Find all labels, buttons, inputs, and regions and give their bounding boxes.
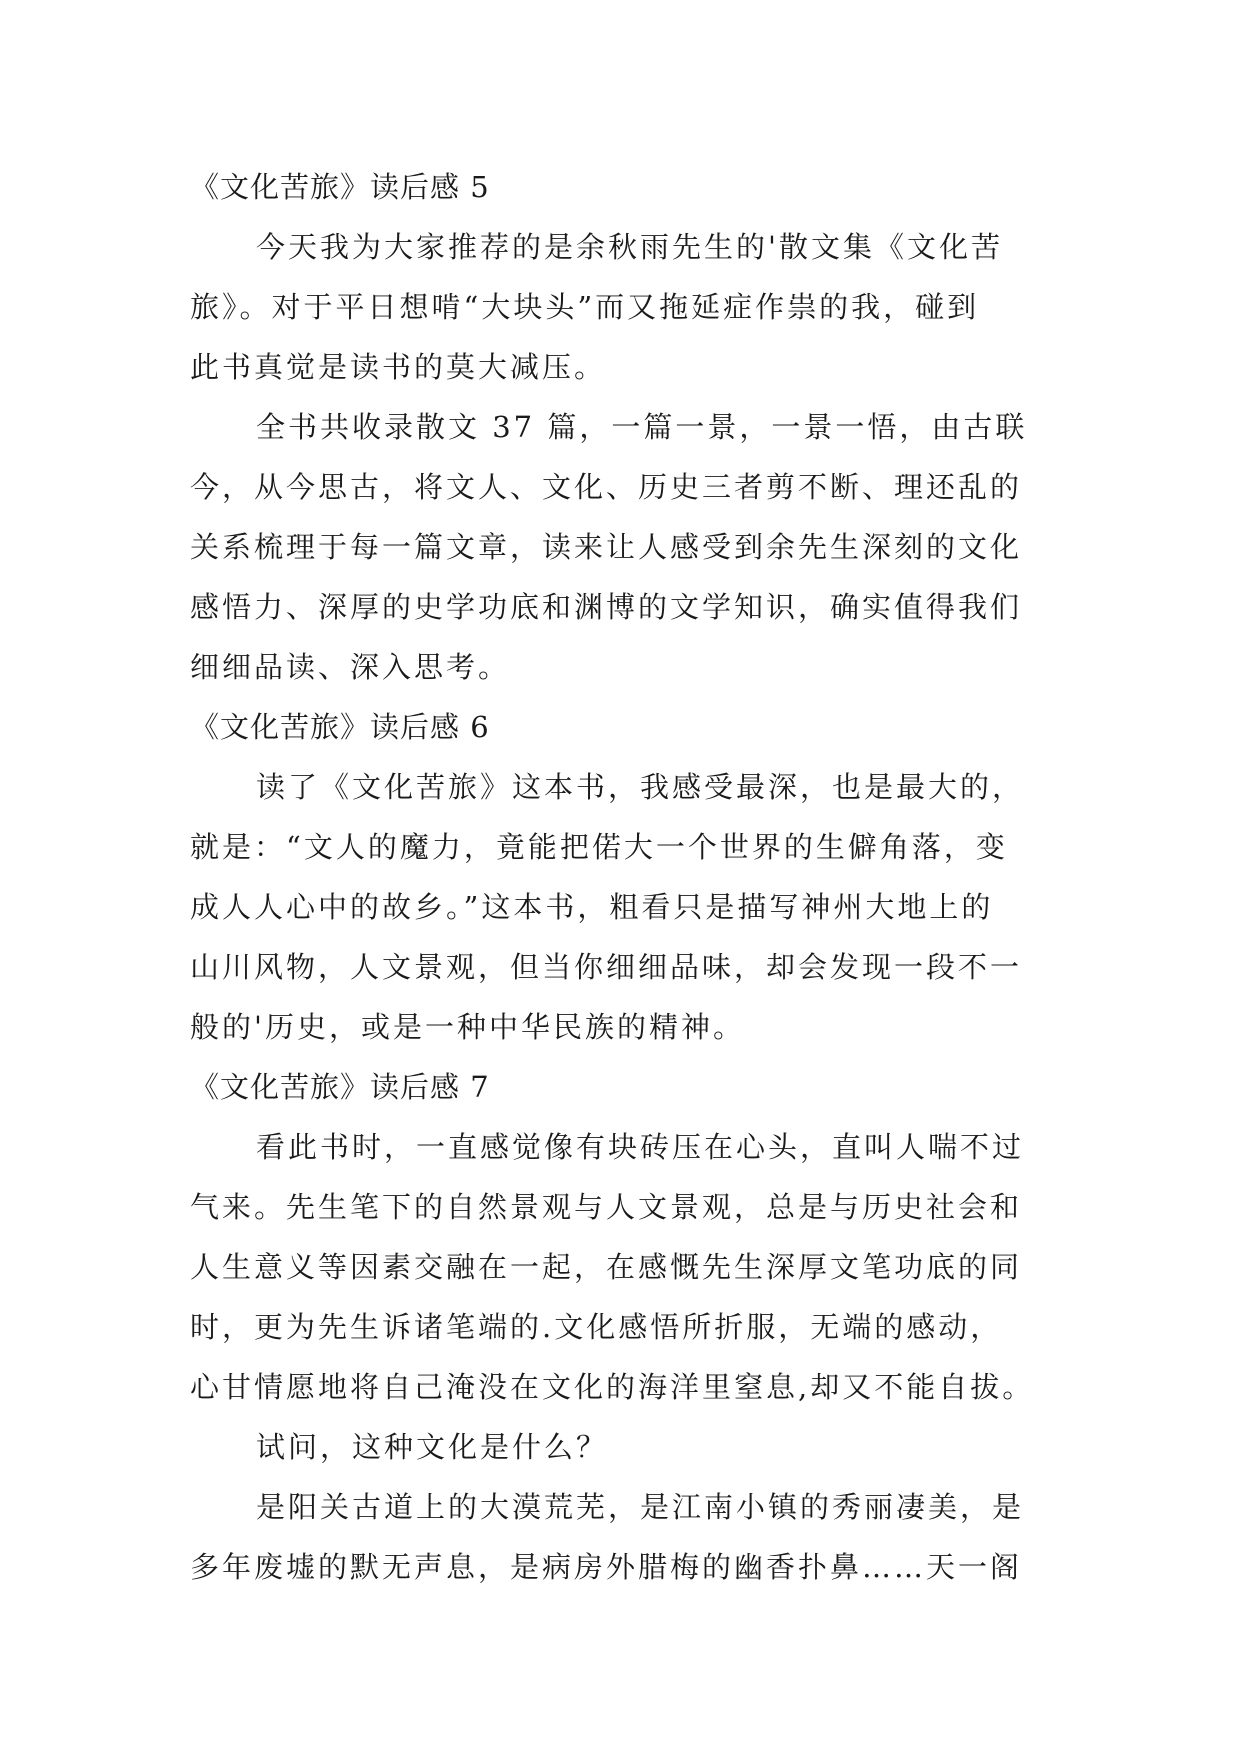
paragraph-line: 人生意义等因素交融在一起，在感慨先生深厚文笔功底的同	[190, 1250, 1023, 1284]
paragraph-line: 般的'历史，或是一种中华民族的精神。	[190, 1010, 745, 1044]
document-body	[190, 157, 1060, 1597]
paragraph-line: 旅》。对于平日想啃“大块头”而又拖延症作祟的我，碰到	[190, 290, 980, 324]
paragraph-line: 山川风物，人文景观，但当你细细品味，却会发现一段不一	[190, 950, 1023, 984]
paragraph-line: 今天我为大家推荐的是余秋雨先生的'散文集《文化苦	[256, 230, 1003, 264]
paragraph-line: 全书共收录散文 37 篇，一篇一景，一景一悟，由古联	[256, 410, 1028, 444]
section-heading: 《文化苦旅》读后感 7	[190, 1070, 490, 1104]
paragraph-line: 心甘情愿地将自己淹没在文化的海洋里窒息,却又不能自拔。	[190, 1370, 1035, 1404]
paragraph-line: 就是：“文人的魔力，竟能把偌大一个世界的生僻角落，变	[190, 830, 1008, 864]
paragraph	[190, 1417, 1060, 1477]
paragraph-line: 是阳关古道上的大漠荒芜，是江南小镇的秀丽凄美，是	[256, 1490, 1025, 1524]
section-heading: 《文化苦旅》读后感 5	[190, 170, 490, 204]
paragraph-line: 今，从今思古，将文人、文化、历史三者剪不断、理还乱的	[190, 470, 1023, 504]
paragraph-line: 此书真觉是读书的莫大减压。	[190, 350, 607, 384]
paragraph	[190, 217, 1060, 397]
paragraph-line: 多年废墟的默无声息，是病房外腊梅的幽香扑鼻……天一阁	[190, 1550, 1023, 1584]
paragraph	[190, 1117, 1060, 1417]
paragraph-line: 细细品读、深入思考。	[190, 650, 511, 684]
paragraph-line: 时，更为先生诉诸笔端的.文化感悟所折服，无端的感动，	[190, 1310, 1003, 1344]
paragraph-line: 感悟力、深厚的史学功底和渊博的文学知识，确实值得我们	[190, 590, 1023, 624]
paragraph-line: 试问，这种文化是什么？	[256, 1430, 609, 1464]
section-heading: 《文化苦旅》读后感 6	[190, 710, 490, 744]
paragraph-line: 气来。先生笔下的自然景观与人文景观，总是与历史社会和	[190, 1190, 1023, 1224]
paragraph	[190, 397, 1060, 697]
paragraph-line: 读了《文化苦旅》这本书，我感受最深，也是最大的，	[256, 770, 1025, 804]
paragraph-line: 看此书时，一直感觉像有块砖压在心头，直叫人喘不过	[256, 1130, 1025, 1164]
paragraph	[190, 1477, 1060, 1597]
paragraph	[190, 757, 1060, 1057]
paragraph-line: 成人人心中的故乡。”这本书，粗看只是描写神州大地上的	[190, 890, 994, 924]
paragraph-line: 关系梳理于每一篇文章，读来让人感受到余先生深刻的文化	[190, 530, 1023, 564]
